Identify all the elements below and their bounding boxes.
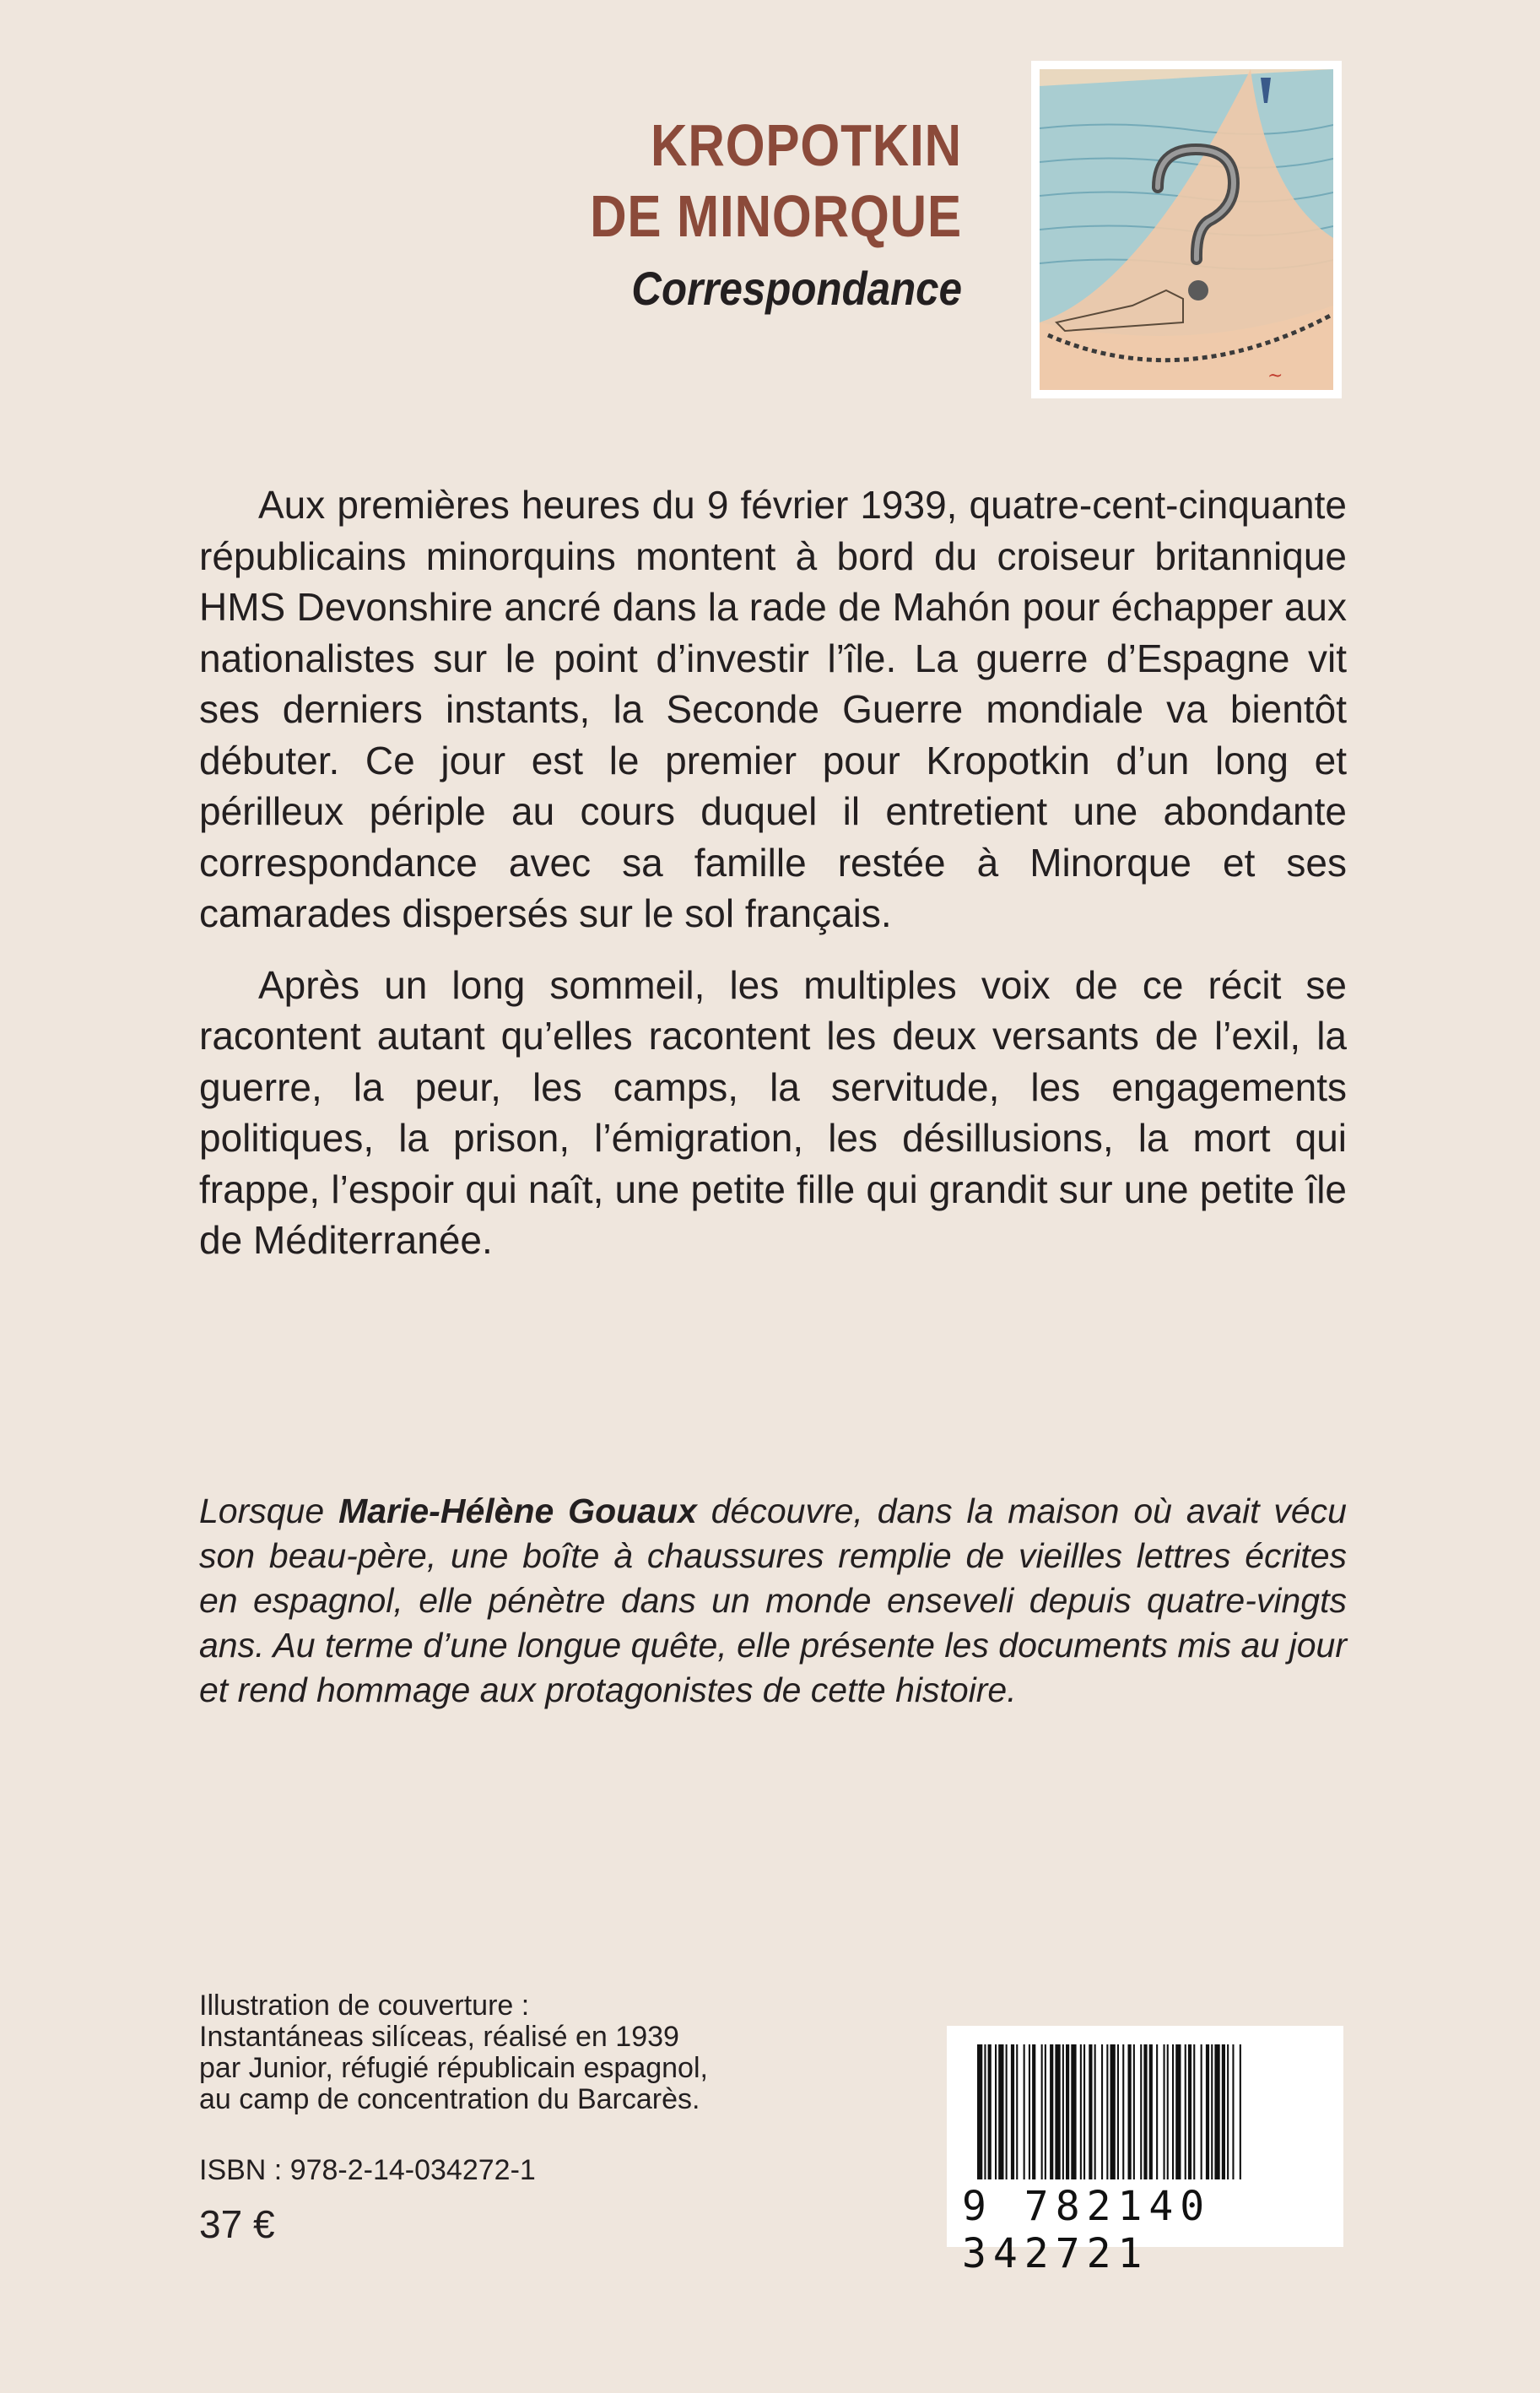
- summary-paragraph-2: Après un long sommeil, les multiples voix de ce récit se racontent autant qu’elles racontent les deux versants de l’exil, la guerre, la peur, les camps, la servitude, les engagements politiques, la prison, l’émigration, les désillusions, la mort qui frappe, l’espoir qui naît, une petite fille qui grandit sur une petite île de Méditerranée.: [199, 962, 1347, 1262]
- barcode-bar: [1094, 2044, 1096, 2179]
- barcode-bar: [1128, 2044, 1132, 2179]
- barcode-bar: [1110, 2044, 1116, 2179]
- credits-line-3: par Junior, réfugié républicain espagnol,: [199, 2052, 708, 2084]
- barcode-bar: [1041, 2044, 1043, 2179]
- barcode-bar: [1172, 2044, 1174, 2179]
- barcode-bar: [1188, 2044, 1191, 2179]
- barcode-bar: [1133, 2044, 1135, 2179]
- barcode-bar: [995, 2044, 997, 2179]
- title-block: [203, 110, 962, 322]
- barcode-bar: [1050, 2044, 1053, 2179]
- barcode-bar: [1167, 2044, 1169, 2179]
- barcode-bar: [1143, 2044, 1147, 2179]
- credits-line-4: au camp de concentration du Barcarès.: [199, 2083, 700, 2115]
- price: 37 €: [199, 2202, 275, 2246]
- title-line-2: DE MINORQUE: [590, 183, 962, 249]
- barcode-bar: [1164, 2044, 1165, 2179]
- barcode-bar: [1071, 2044, 1076, 2179]
- barcode-bar: [1193, 2044, 1195, 2179]
- barcode-bar: [1062, 2044, 1064, 2179]
- barcode-bar: [1055, 2044, 1060, 2179]
- cover-illustration: [1031, 61, 1342, 398]
- barcode-bar: [1201, 2044, 1202, 2179]
- barcode-bar: [1006, 2044, 1008, 2179]
- bio-lead: Lorsque: [199, 1492, 325, 1530]
- barcode-bar: [984, 2044, 986, 2179]
- title-line-1: KROPOTKIN: [651, 112, 962, 178]
- barcode-bar: [1240, 2044, 1241, 2179]
- summary: [199, 479, 1347, 1286]
- barcode-bar: [1080, 2044, 1082, 2179]
- barcode-bar: [1227, 2044, 1229, 2179]
- illustration-credits: [199, 1990, 790, 2115]
- barcode-bar: [1106, 2044, 1108, 2179]
- subtitle: Correspondance: [631, 262, 962, 315]
- credits-line-2: Instantáneas silíceas, réalisé en 1939: [199, 2021, 679, 2053]
- question-mark-drawing-icon: [1040, 69, 1333, 390]
- barcode-bar: [977, 2044, 982, 2179]
- barcode-bar: [1211, 2044, 1213, 2179]
- barcode-bar: [1117, 2044, 1119, 2179]
- bio-text: découvre, dans la maison où avait vécu son beau-père, une boîte à chaussures remplie de vieilles lettres écrites en espagnol, elle pénètre dans un monde enseveli depuis quatre-vingts ans. Au terme d’une longue quête, elle présente les documents mis au jour et rend hommage aux protagonistes de cette histoire.: [199, 1492, 1347, 1709]
- barcode-bar: [1149, 2044, 1153, 2179]
- barcode-bar: [1032, 2044, 1035, 2179]
- summary-paragraph-1: Aux premières heures du 9 février 1939, quatre-cent-cinquante républicains minorquins montent à bord du croiseur britannique HMS Devonshire ancré dans la rade de Mahón pour échapper aux nationalistes sur le point d’investir l’île. La guerre d’Espagne vit ses derniers instants, la Seconde Guerre mondiale va bientôt débuter. Ce jour est le premier pour Kropotkin d’un long et périlleux périple au cours duquel il entretient une abondante correspondance avec sa famille restée à Minorque et ses camarades dispersés sur le sol français.: [199, 483, 1347, 935]
- barcode-bar: [1206, 2044, 1209, 2179]
- barcode-bar: [1122, 2044, 1124, 2179]
- barcode-bar: [1024, 2044, 1025, 2179]
- barcode-bars: [977, 2044, 1315, 2179]
- credits-line-1: Illustration de couverture :: [199, 1990, 530, 2022]
- isbn: ISBN : 978-2-14-034272-1: [199, 2154, 536, 2186]
- barcode-bar: [1185, 2044, 1186, 2179]
- barcode-bar: [1140, 2044, 1142, 2179]
- barcode-bar: [1011, 2044, 1014, 2179]
- barcode-bar: [1232, 2044, 1234, 2179]
- barcode-bar: [1083, 2044, 1085, 2179]
- barcode-bar: [1045, 2044, 1046, 2179]
- barcode: [947, 2026, 1343, 2277]
- author-name: Marie-Hélène Gouaux: [338, 1492, 697, 1530]
- barcode-bar: [988, 2044, 992, 2179]
- barcode-bar: [998, 2044, 1003, 2179]
- barcode-bar: [1089, 2044, 1092, 2179]
- barcode-bar: [1016, 2044, 1018, 2179]
- barcode-bar: [1029, 2044, 1030, 2179]
- barcode-bar: [1175, 2044, 1181, 2179]
- author-bio: [199, 1489, 1347, 1713]
- svg-text:~: ~: [1267, 365, 1283, 387]
- barcode-bar: [1214, 2044, 1219, 2179]
- barcode-bar: [1101, 2044, 1103, 2179]
- barcode-bar: [1222, 2044, 1225, 2179]
- barcode-bar: [1066, 2044, 1069, 2179]
- barcode-bar: [1156, 2044, 1158, 2179]
- barcode-digits: 9 782140 342721: [962, 2183, 1212, 2277]
